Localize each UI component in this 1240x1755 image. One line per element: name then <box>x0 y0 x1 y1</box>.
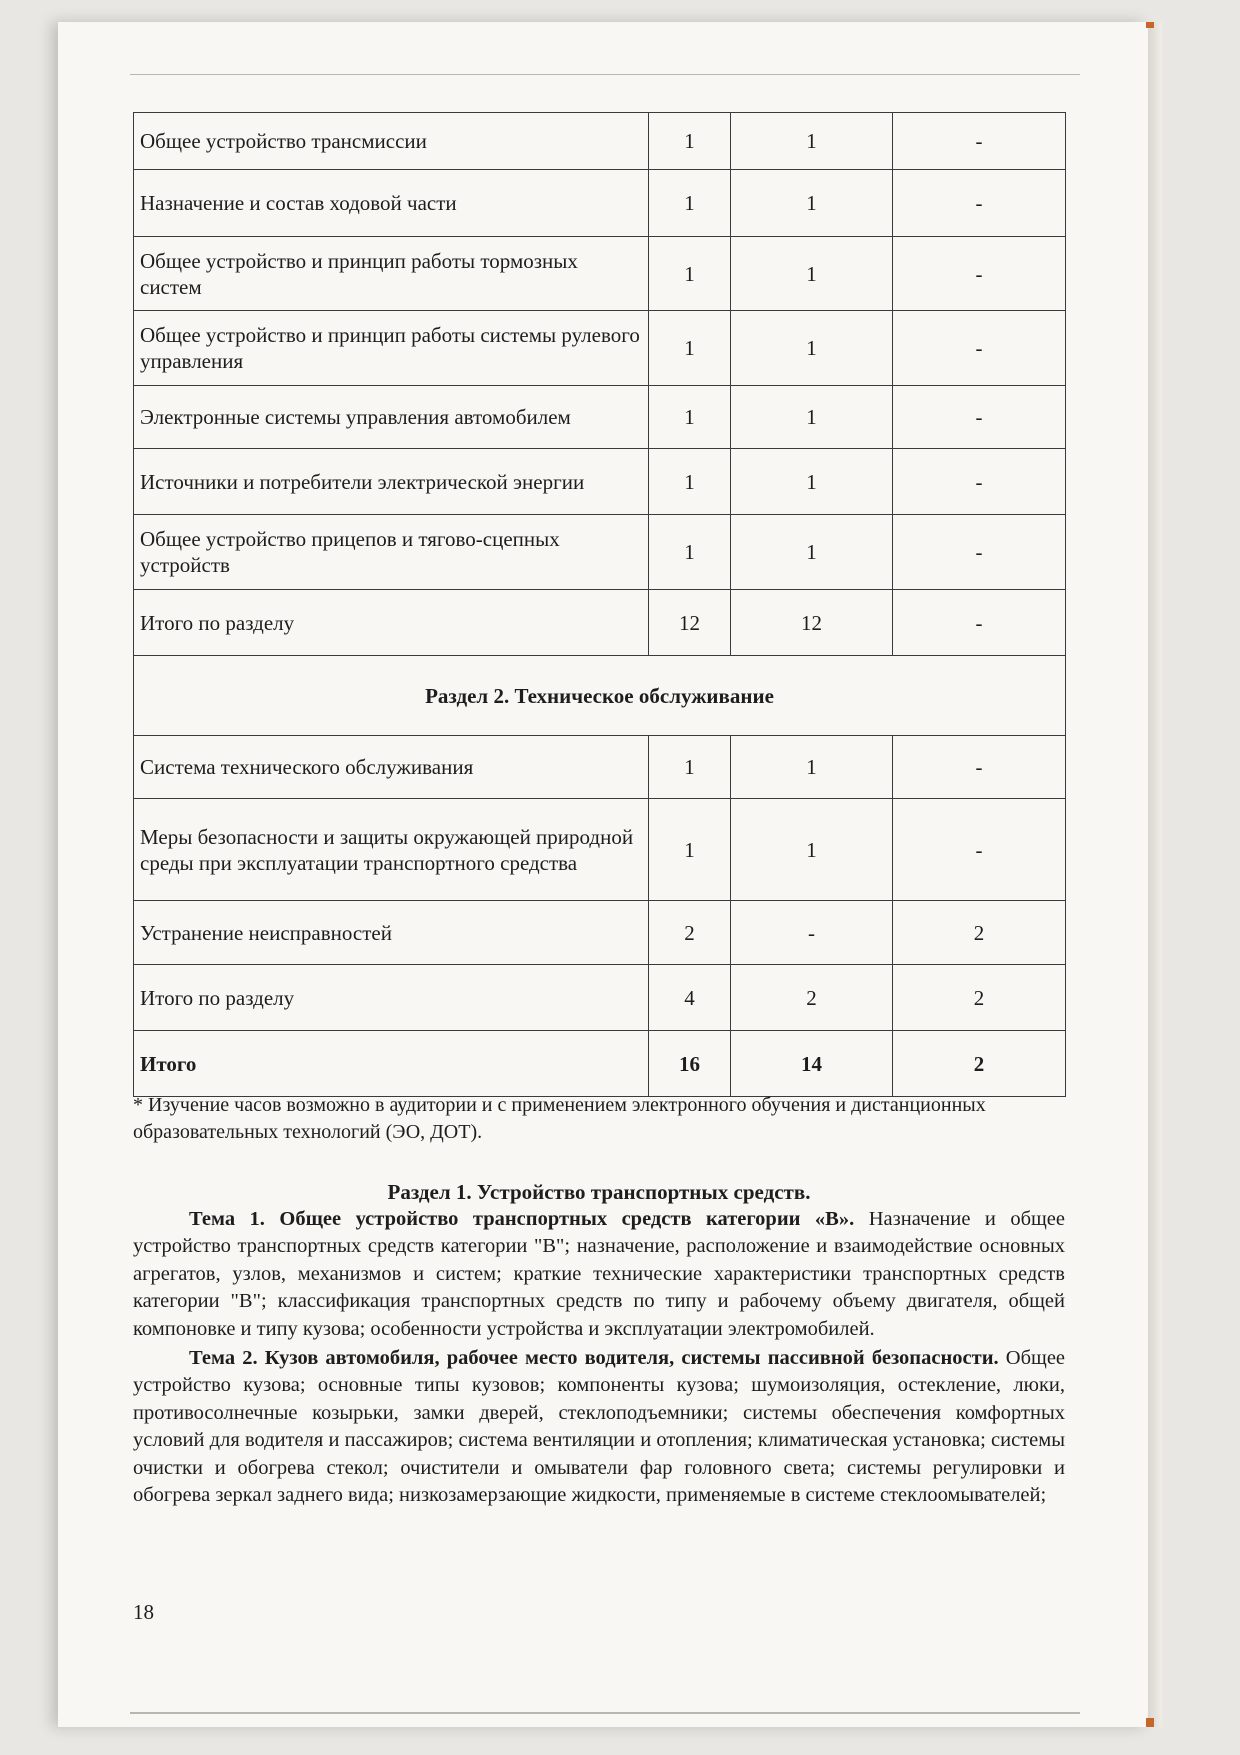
row-name: Устранение неисправностей <box>134 901 649 965</box>
topic-1-paragraph <box>133 1206 1065 1343</box>
row-name: Общее устройство и принцип работы системы рулевого управления <box>134 311 649 386</box>
cell-total: 12 <box>649 590 731 656</box>
cell-total: 1 <box>649 113 731 170</box>
top-marker <box>1146 22 1154 28</box>
topic-1-heading: Тема 1. Общее устройство транспортных средств категории «В». <box>189 1208 855 1230</box>
cell-practice: - <box>893 170 1066 237</box>
row-name: Итого <box>134 1031 649 1097</box>
cell-practice: 2 <box>893 965 1066 1031</box>
cell-practice: 2 <box>893 901 1066 965</box>
cell-theory: 2 <box>731 965 893 1031</box>
cell-total: 1 <box>649 170 731 237</box>
topic-2-text: Общее устройство кузова; основные типы кузовов; компоненты кузова; шумоизоляция, остекление, люки, противосолнечные козырьки, замки дверей, стеклоподъемники; системы обеспечения комфортных условий для водителя и пассажиров; система вентиляции и отопления; климатическая установка; системы очистки и обогрева стекол; очистители и омыватели фар головного света; системы регулировки и обогрева зеркал заднего вида; низкозамерзающие жидкости, применяемые в системе стеклоомывателей; <box>133 1347 1066 1507</box>
cell-theory: 1 <box>731 170 893 237</box>
table-row <box>134 386 1066 449</box>
topic-2-paragraph <box>133 1345 1065 1509</box>
row-name: Система технического обслуживания <box>134 736 649 799</box>
cell-theory: 1 <box>731 237 893 311</box>
table-row <box>134 113 1066 170</box>
table-row <box>134 237 1066 311</box>
cell-total: 1 <box>649 736 731 799</box>
cell-practice: - <box>893 449 1066 515</box>
section-subtotal-row <box>134 965 1066 1031</box>
topics-body <box>133 1206 1065 1509</box>
table-row <box>134 799 1066 901</box>
cell-total: 1 <box>649 799 731 901</box>
cell-practice: 2 <box>893 1031 1066 1097</box>
cell-total: 1 <box>649 311 731 386</box>
hours-table <box>133 112 1066 1097</box>
row-name: Итого по разделу <box>134 590 649 656</box>
cell-practice: - <box>893 515 1066 590</box>
cell-practice: - <box>893 311 1066 386</box>
cell-theory: 12 <box>731 590 893 656</box>
cell-theory: 1 <box>731 113 893 170</box>
cell-total: 16 <box>649 1031 731 1097</box>
table-footnote: * Изучение часов возможно в аудитории и с применением электронного обучения и дистанционных образовательных технологий (ЭО, ДОТ). <box>133 1094 986 1143</box>
bottom-marker <box>1146 1718 1154 1727</box>
table-row <box>134 901 1066 965</box>
row-name: Меры безопасности и защиты окружающей природной среды при эксплуатации транспортного средства <box>134 799 649 901</box>
page-number: 18 <box>133 1600 154 1624</box>
cell-practice: - <box>893 386 1066 449</box>
row-name: Общее устройство прицепов и тягово-сцепных устройств <box>134 515 649 590</box>
section-1-title: Раздел 1. Устройство транспортных средств. <box>387 1180 811 1204</box>
row-name: Общее устройство и принцип работы тормозных систем <box>134 237 649 311</box>
section-header-row <box>134 656 1066 736</box>
topic-1-text: Назначение и общее устройство транспортных средств категории "В"; назначение, расположение и взаимодействие основных агрегатов, узлов, механизмов и систем; краткие технические характеристики транспортных средств категории "В"; классификация транспортных средств по типу и рабочему объему двигателя, общей компоновке и типу кузова; особенности устройства и эксплуатации электромобилей. <box>133 1208 1066 1340</box>
cell-total: 1 <box>649 449 731 515</box>
cell-theory: 1 <box>731 311 893 386</box>
cell-practice: - <box>893 113 1066 170</box>
table-row <box>134 515 1066 590</box>
cell-theory: 1 <box>731 449 893 515</box>
row-name: Назначение и состав ходовой части <box>134 170 649 237</box>
cell-theory: 1 <box>731 736 893 799</box>
cell-theory: 1 <box>731 515 893 590</box>
cell-theory: 14 <box>731 1031 893 1097</box>
cell-practice: - <box>893 799 1066 901</box>
row-name: Источники и потребители электрической энергии <box>134 449 649 515</box>
cell-total: 2 <box>649 901 731 965</box>
cell-total: 4 <box>649 965 731 1031</box>
cell-practice: - <box>893 736 1066 799</box>
cell-total: 1 <box>649 237 731 311</box>
top-rule <box>130 74 1080 75</box>
grand-total-row <box>134 1031 1066 1097</box>
cell-practice: - <box>893 237 1066 311</box>
cell-theory: 1 <box>731 386 893 449</box>
cell-theory: - <box>731 901 893 965</box>
table-row <box>134 449 1066 515</box>
section-subtotal-row <box>134 590 1066 656</box>
cell-theory: 1 <box>731 799 893 901</box>
row-name: Электронные системы управления автомобилем <box>134 386 649 449</box>
section-2-title: Раздел 2. Техническое обслуживание <box>134 656 1066 736</box>
row-name: Общее устройство трансмиссии <box>134 113 649 170</box>
row-name: Итого по разделу <box>134 965 649 1031</box>
table-row <box>134 170 1066 237</box>
cell-total: 1 <box>649 386 731 449</box>
cell-practice: - <box>893 590 1066 656</box>
table-row <box>134 736 1066 799</box>
bottom-rule <box>130 1712 1080 1714</box>
page-edge <box>1148 22 1162 1727</box>
cell-total: 1 <box>649 515 731 590</box>
topic-2-heading: Тема 2. Кузов автомобиля, рабочее место водителя, системы пассивной безопасности. <box>189 1347 999 1370</box>
table-row <box>134 311 1066 386</box>
